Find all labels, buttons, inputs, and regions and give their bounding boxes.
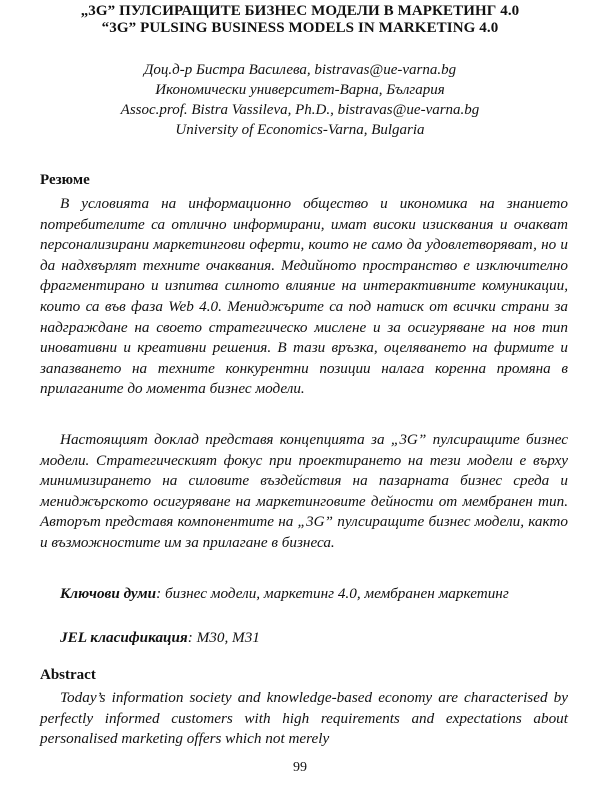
jel-label: JEL класификация	[60, 629, 188, 646]
author-name-bulgarian: Доц.д-р Бистра Василева, bistravas@ue-varna.bg	[143, 62, 457, 78]
resume-paragraph-1: В условията на информационно общество и икономика на знанието потребителите са отлично информирани, имат високи изисквания и очакват персонализирани маркетингови оферти, които не само да удовлетворяват, но и да надхвърлят техните очаквания. Медийното пространство е изключително фрагментирано и изпитва силното влияние на интерактивните комуникации, които са във фаза Web 4.0. Мениджърите са под натиск от всички страни за надграждане на своето стратегическо мислене и за осигуряване на нов тип иновативни и креативни решения. В тази връзка, оцеляването на фирмите и запазването на техните конкурентни позиции налага коренна промяна в прилаганите до момента бизнес модели.	[40, 195, 568, 398]
title-block	[0, 3, 600, 37]
paper-title-english: “3G” PULSING BUSINESS MODELS IN MARKETING 4.0	[101, 20, 499, 36]
paper-title-bulgarian: „3G” ПУЛСИРАЩИТЕ БИЗНЕС МОДЕЛИ В МАРКЕТИНГ 4.0	[80, 3, 520, 19]
abstract-paragraph-1: Today’s information society and knowledge-based economy are characterised by perfectly informed customers with high requirements and expectations about personalised marketing offers which not merely	[40, 689, 568, 748]
author-block	[0, 60, 600, 140]
resume-paragraph-2: Настоящият доклад представя концепцията за „3G” пулсиращите бизнес модели. Стратегическият фокус при проектирането на тези модели е върху минимизирането на силовите въздействия на пазарната бизнес среда и мениджърското осигуряване на маркетинговите дейности от мембранен тип. Авторът представя компонентите на „3G” пулсиращите бизнес модели, както и възможностите им за прилагане в бизнеса.	[40, 431, 568, 551]
jel-line	[60, 628, 260, 648]
abstract-heading: Abstract	[40, 667, 96, 683]
page-number: 99	[293, 760, 307, 775]
author-affiliation-bulgarian: Икономически университет-Варна, България	[155, 82, 445, 98]
keywords-text: : бизнес модели, маркетинг 4.0, мембранен маркетинг	[156, 585, 509, 602]
resume-heading: Резюме	[40, 172, 90, 188]
keywords-line	[40, 584, 568, 605]
jel-text: : M30, M31	[187, 629, 260, 646]
author-affiliation-english: University of Economics-Varna, Bulgaria	[175, 122, 425, 138]
keywords-label: Ключови думи	[60, 585, 157, 602]
author-name-english: Assoc.prof. Bistra Vassileva, Ph.D., bistravas@ue-varna.bg	[120, 102, 480, 118]
